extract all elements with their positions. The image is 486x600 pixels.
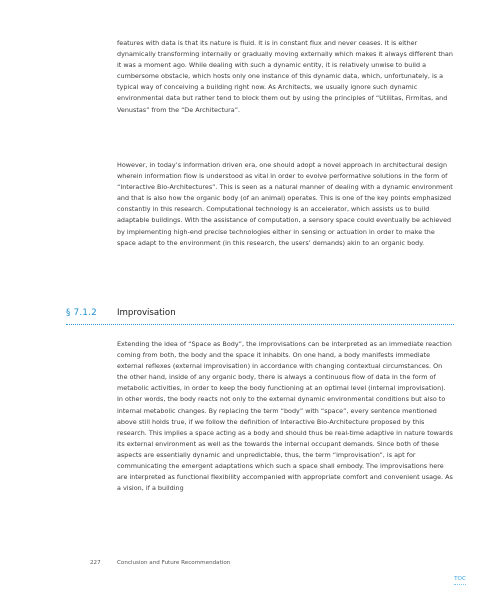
body-paragraph: However, in today’s information driven era, one should adopt a novel approach in architectural design wherein information flow is understood as vital in order to evolve performative solutions in the form of “Interactive Bio-Architectures”. This is seen as a natural manner of dealing with a dynamic environment and that is also how the organic body (of an animal) operates. This is one of the key points emphasized constantly in this research. Computational technology is an accelerator, which assists us to build adaptable buildings. With the assistance of computation, a sensory space could eventually be achieved by implementing high-end precise technologies either in sensing or actuation in order to make the space adapt to the environment (in this research, the users’ demands) akin to an organic body. <box>117 161 453 247</box>
page-number: 227 <box>90 560 101 566</box>
section-title: Improvisation <box>117 308 176 318</box>
section-number: § 7.1.2 <box>66 308 97 318</box>
toc-underline <box>454 584 466 585</box>
body-paragraph: features with data is that its nature is fluid. It is in constant flux and never ceases. It is either dynamically transforming internally or gradually moving externally which makes it always different than it was a moment ago. While dealing with such a dynamic entity, it is relatively unwise to build a cumbersome obstacle, which hosts only one instance of this dynamic data, which, unfortunately, is a typical way of conceiving a building right now. As Architects, we usually ignore such dynamic environmental data but rather tend to block them out by using the principles of “Utilitas, Firmitas, and Venustas” from the “De Architectura”. <box>117 39 453 114</box>
toc-label: TOC <box>454 576 466 582</box>
page-footer <box>90 560 230 566</box>
section-heading <box>66 303 454 323</box>
toc-link[interactable] <box>453 576 467 585</box>
footer-chapter-title: Conclusion and Future Recommendation <box>117 560 231 566</box>
body-paragraph: Extending the idea of “Space as Body”, the improvisations can be interpreted as an immediate reaction coming from both, the body and the space it inhabits. On one hand, a body manifests immediate external reflexes (external improvisation) in accordance with changing contextual circumstances. On the other hand, inside of any organic body, there is always a continuous flow of data in the form of metabolic activities, in order to keep the body functioning at an optimal level (internal improvisation). In other words, the body reacts not only to the external dynamic environmental conditions but also to internal metabolic changes. By replacing the term “body” with “space”, every sentence mentioned above still holds true, if we follow the definition of Interactive Bio-Architecture proposed by this research. This implies a space acting as a body and should thus be real-time adaptive in nature towards its external environment as well as the towards the internal occupant demands. Since both of these aspects are essentially dynamic and unpredictable, thus, the term “improvisation”, is apt for communicating the emergent adaptations which such a space shall embody. The improvisations here are interpreted as functional flexibility accompanied with appropriate comfort and convenient usage. As a vision, if a building <box>117 340 453 493</box>
section-divider <box>66 324 454 325</box>
